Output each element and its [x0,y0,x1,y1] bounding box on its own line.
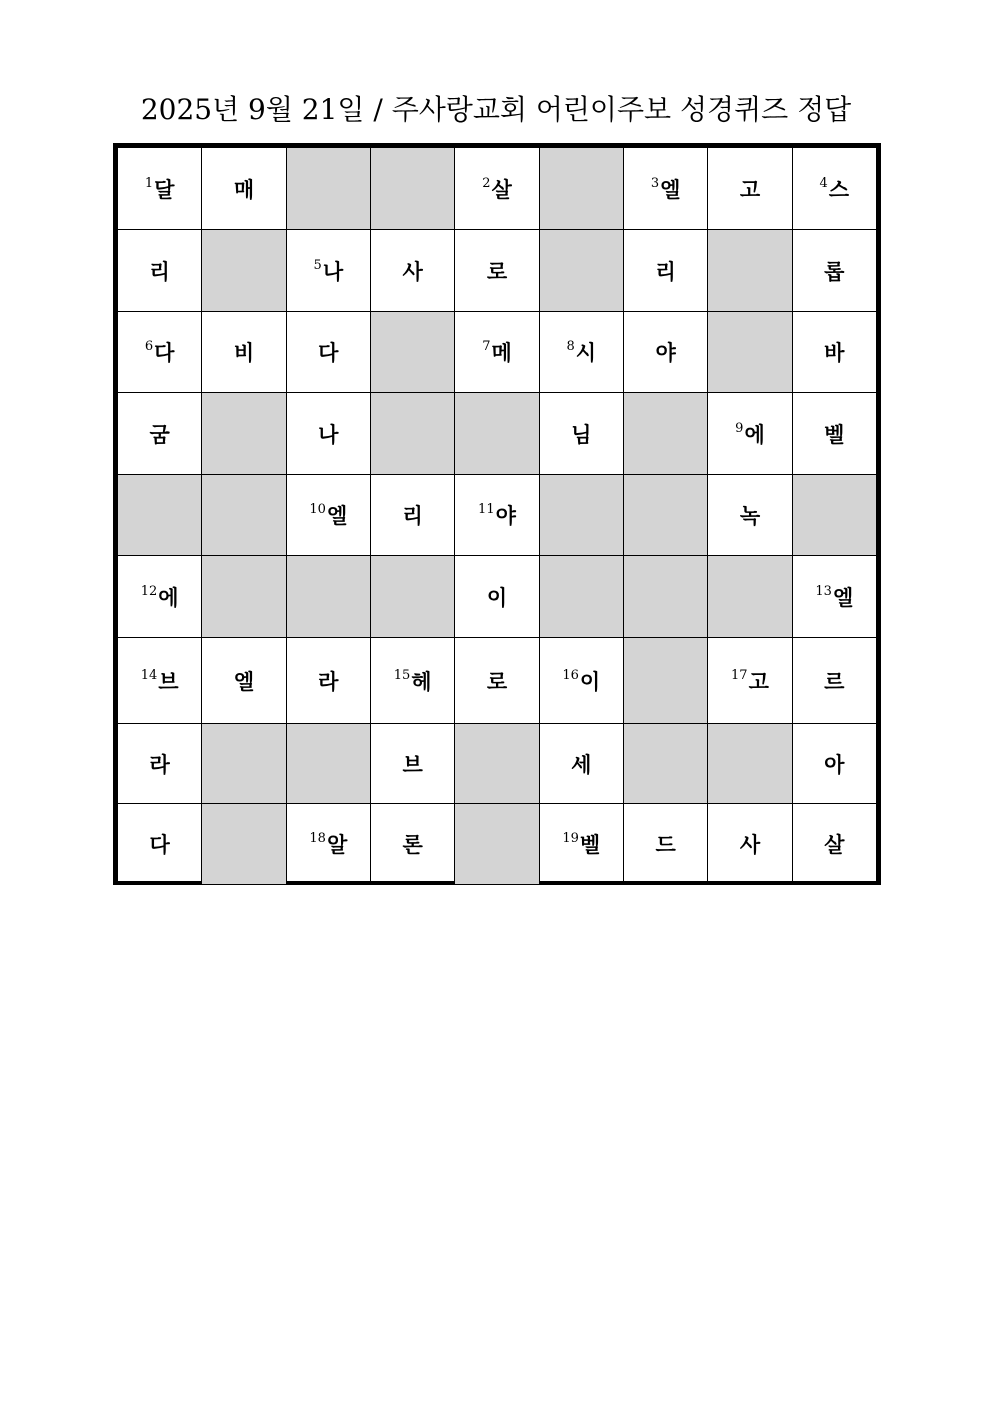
answer-cell [623,148,707,230]
cell-letter: 고 [748,669,769,694]
blocked-cell [455,393,539,475]
cell-letter: 브 [402,752,423,777]
cell-letter: 브 [158,669,179,694]
cell-letter: 알 [326,833,348,857]
answer-cell [792,556,876,638]
clue-number: 6 [144,339,154,354]
answer-cell [792,312,876,393]
clue-number: 19 [562,831,579,846]
cell-letter: 벨 [579,833,601,857]
blocked-cell [370,556,454,638]
answer-cell [455,312,539,393]
blocked-cell [286,556,370,638]
blocked-cell [623,556,707,638]
answer-cell [118,724,202,804]
cell-letter: 엘 [233,669,255,694]
blocked-cell [792,475,876,556]
clue-number: 8 [566,339,575,354]
answer-cell [286,638,370,724]
answer-cell [708,804,792,885]
answer-cell [539,724,623,804]
cell-letter: 아 [824,752,845,777]
blocked-cell [539,230,623,312]
answer-cell [370,724,454,804]
answer-cell [623,804,707,885]
answer-cell [370,804,454,885]
cell-letter: 사 [402,259,423,284]
answer-cell [370,475,454,556]
cell-letter: 론 [402,833,423,857]
answer-cell [370,230,454,312]
blocked-cell [370,393,454,475]
answer-cell [792,804,876,885]
clue-number: 2 [482,175,491,191]
cell-letter: 헤 [411,669,432,694]
cell-letter: 다 [154,341,175,365]
cell-letter: 엘 [660,177,681,202]
crossword-grid [113,143,881,885]
cell-letter: 메 [491,341,512,365]
blocked-cell [623,393,707,475]
cell-letter: 이 [579,669,601,694]
blocked-cell [539,556,623,638]
answer-cell [455,556,539,638]
cell-letter: 이 [486,585,508,610]
answer-cell [118,230,202,312]
clue-number: 17 [731,667,748,683]
clue-number: 13 [815,583,832,599]
answer-cell [286,312,370,393]
cell-letter: 매 [233,177,255,202]
answer-cell [623,230,707,312]
blocked-cell [370,312,454,393]
grid-row [118,148,877,230]
cell-letter: 세 [571,752,592,777]
answer-cell [792,230,876,312]
cell-letter: 다 [149,833,170,857]
answer-cell [455,638,539,724]
page-title: 2025년 9월 21일 / 주사랑교회 어린이주보 성경퀴즈 정답 [140,93,852,126]
clue-number: 14 [140,667,158,683]
cell-letter: 야 [495,504,516,528]
blocked-cell [455,804,539,885]
blocked-cell [708,312,792,393]
clue-number: 4 [819,175,828,191]
blocked-cell [539,475,623,556]
grid-row [118,638,877,724]
blocked-cell [539,148,623,230]
cell-letter: 굼 [149,422,170,447]
cell-letter: 바 [824,341,845,365]
clue-number: 5 [313,257,322,273]
cell-letter: 나 [318,422,339,447]
answer-cell [118,556,202,638]
clue-number: 7 [482,339,491,354]
answer-cell [118,312,202,393]
blocked-cell [708,724,792,804]
cell-letter: 달 [154,177,175,202]
answer-cell [118,148,202,230]
answer-cell [455,230,539,312]
grid-row [118,312,877,393]
cell-letter: 라 [318,669,339,694]
blocked-cell [202,724,286,804]
clue-number: 12 [140,583,158,599]
cell-letter: 로 [486,669,508,694]
answer-cell [370,638,454,724]
answer-cell [286,393,370,475]
cell-letter: 시 [575,341,597,365]
clue-number: 16 [562,667,579,683]
answer-cell [286,804,370,885]
grid-row [118,230,877,312]
cell-letter: 르 [824,669,845,694]
cell-letter: 살 [824,833,845,857]
blocked-cell [202,393,286,475]
clue-number: 3 [650,175,660,191]
cell-letter: 엘 [832,585,854,610]
answer-cell [455,475,539,556]
answer-cell [539,393,623,475]
blocked-cell [118,475,202,556]
clue-number: 18 [309,831,326,846]
answer-cell [118,638,202,724]
cell-letter: 고 [739,177,761,202]
clue-number: 15 [393,667,411,683]
cell-letter: 살 [491,177,512,202]
grid-row [118,724,877,804]
blocked-cell [708,556,792,638]
cell-letter: 롭 [824,259,845,284]
answer-cell [539,638,623,724]
blocked-cell [455,724,539,804]
answer-cell [708,638,792,724]
cell-letter: 벨 [824,422,845,447]
blocked-cell [286,148,370,230]
cell-letter: 녹 [739,504,761,528]
blocked-cell [623,638,707,724]
grid-row [118,393,877,475]
answer-cell [539,312,623,393]
answer-cell [792,148,876,230]
cell-letter: 나 [322,259,344,284]
answer-cell [539,804,623,885]
blocked-cell [202,804,286,885]
blocked-cell [708,230,792,312]
cell-letter: 사 [739,833,761,857]
grid-row [118,475,877,556]
answer-cell [708,475,792,556]
blocked-cell [370,148,454,230]
blocked-cell [202,475,286,556]
clue-number: 9 [735,420,744,436]
grid-row [118,556,877,638]
cell-letter: 드 [655,833,676,857]
answer-cell [202,638,286,724]
answer-cell [708,393,792,475]
blocked-cell [286,724,370,804]
answer-cell [708,148,792,230]
answer-cell [455,148,539,230]
answer-cell [286,230,370,312]
answer-cell [792,393,876,475]
clue-number: 1 [144,175,154,191]
answer-cell [118,393,202,475]
answer-cell [286,475,370,556]
answer-cell [118,804,202,885]
cell-letter: 리 [402,504,423,528]
cell-letter: 라 [149,752,170,777]
crossword-table [117,147,877,885]
answer-cell [792,638,876,724]
clue-number: 11 [478,502,495,517]
answer-cell [202,312,286,393]
grid-row [118,804,877,885]
clue-number: 10 [309,502,326,517]
cell-letter: 로 [486,259,508,284]
blocked-cell [202,556,286,638]
cell-letter: 리 [655,259,676,284]
cell-letter: 비 [233,341,255,365]
answer-cell [202,148,286,230]
cell-letter: 다 [318,341,339,365]
blocked-cell [623,475,707,556]
cell-letter: 에 [744,422,765,447]
answer-cell [792,724,876,804]
cell-letter: 야 [655,341,676,365]
blocked-cell [623,724,707,804]
answer-cell [623,312,707,393]
cell-letter: 님 [571,422,592,447]
cell-letter: 에 [158,585,179,610]
cell-letter: 엘 [326,504,348,528]
cell-letter: 스 [828,177,850,202]
blocked-cell [202,230,286,312]
cell-letter: 리 [149,259,170,284]
